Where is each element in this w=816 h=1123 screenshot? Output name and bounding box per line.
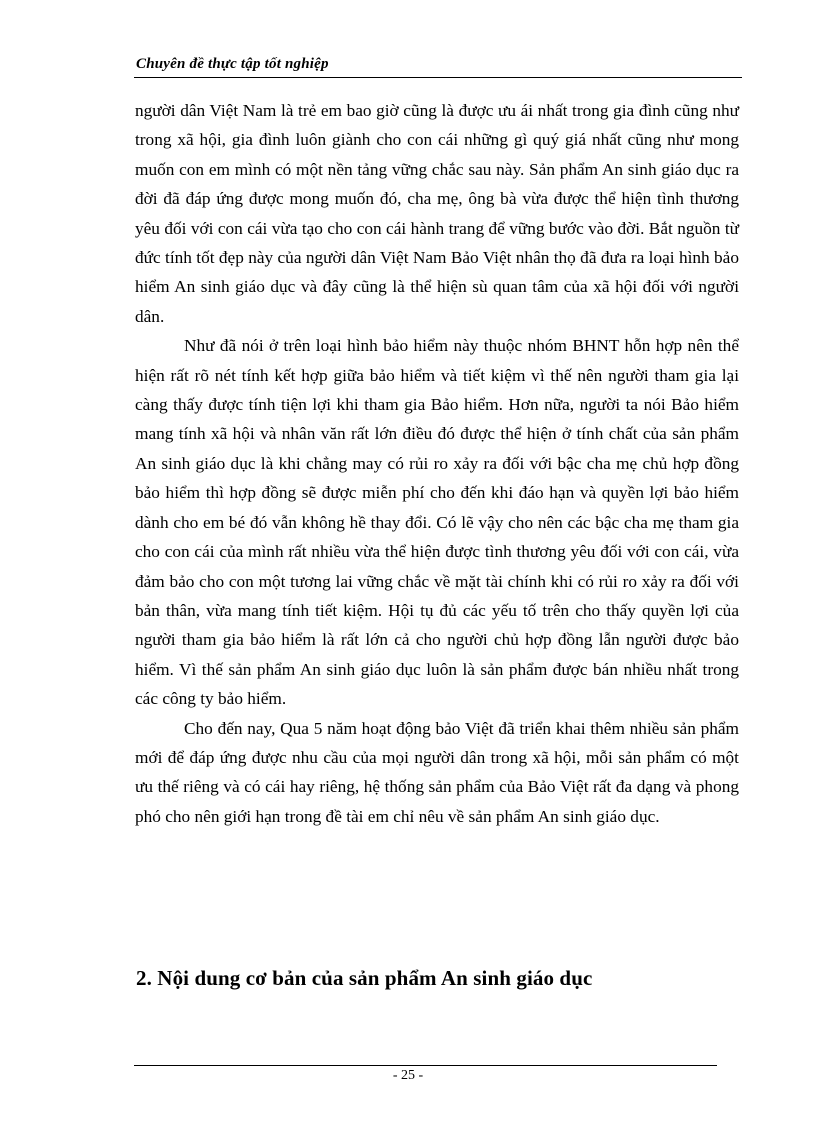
page-number: - 25 -: [392, 1068, 424, 1083]
footer-divider: [134, 1065, 717, 1066]
paragraph-3: Cho đến nay, Qua 5 năm hoạt động bảo Việt đã triển khai thêm nhiều sản phẩm mới để đáp ứng được nhu cầu của mọi người dân trong xã hội, mỗi sản phẩm có một ưu thế riêng và có cái hay riêng, hệ thống sản phẩm của Bảo Việt rất đa dạng và phong phó cho nên giới hạn trong đề tài em chỉ nêu về sản phẩm An sinh giáo dục.: [135, 718, 739, 826]
section-heading: 2. Nội dung cơ bản của sản phẩm An sinh giáo dục: [136, 966, 593, 990]
running-header-title: Chuyên đề thực tập tốt nghiệp: [136, 56, 329, 72]
document-body: [135, 96, 739, 831]
paragraph-2: Như đã nói ở trên loại hình bảo hiểm này thuộc nhóm BHNT hỗn hợp nên thể hiện rất rõ nét tính kết hợp giữa bảo hiểm và tiết kiệm vì thế nên người tham gia lại càng thấy được tính tiện lợi khi tham gia Bảo hiểm. Hơn nữa, người ta nói Bảo hiểm mang tính xã hội và nhân văn rất lớn điều đó được thể hiện ở tính chất của sản phẩm An sinh giáo dục là khi chẳng may có rủi ro xảy ra đối với bậc cha mẹ chủ hợp đồng bảo hiểm thì hợp đồng sẽ được miễn phí cho đến khi đáo hạn và quyền lợi bảo hiểm dành cho em bé đó vẫn không hề thay đổi. Có lẽ vậy cho nên các bậc cha mẹ tham gia cho con cái của mình rất nhiều vừa thể hiện được tình thương yêu đối với con cái, vừa đảm bảo cho con một tương lai vững chắc về mặt tài chính khi có rủi ro xảy ra đối với bản thân, vừa mang tính tiết kiệm. Hội tụ đủ các yếu tố trên cho thấy quyền lợi của người tham gia bảo hiểm là rất lớn cả cho người chủ hợp đồng lẫn người được bảo hiểm. Vì thế sản phẩm An sinh giáo dục luôn là sản phẩm được bán nhiều nhất trong các công ty bảo hiểm.: [135, 336, 739, 709]
paragraph-1: người dân Việt Nam là trẻ em bao giờ cũng là được ưu ái nhất trong gia đình cũng như trong xã hội, gia đình luôn giành cho con cái những gì quý giá nhất cũng như mong muốn con em mình có một nền tảng vững chắc sau này. Sản phẩm An sinh giáo dục ra đời đã đáp ứng được mong muốn đó, cha mẹ, ông bà vừa được thể hiện tình thương yêu đối với con cái vừa tạo cho con cái hành trang để vững bước vào đời. Bắt nguồn từ đức tính tốt đẹp này của người dân Việt Nam Bảo Việt nhân thọ đã đưa ra loại hình bảo hiểm An sinh giáo dục và đây cũng là thể hiện sù quan tâm của xã hội đối với người dân.: [135, 101, 739, 326]
header-divider: [134, 77, 742, 78]
